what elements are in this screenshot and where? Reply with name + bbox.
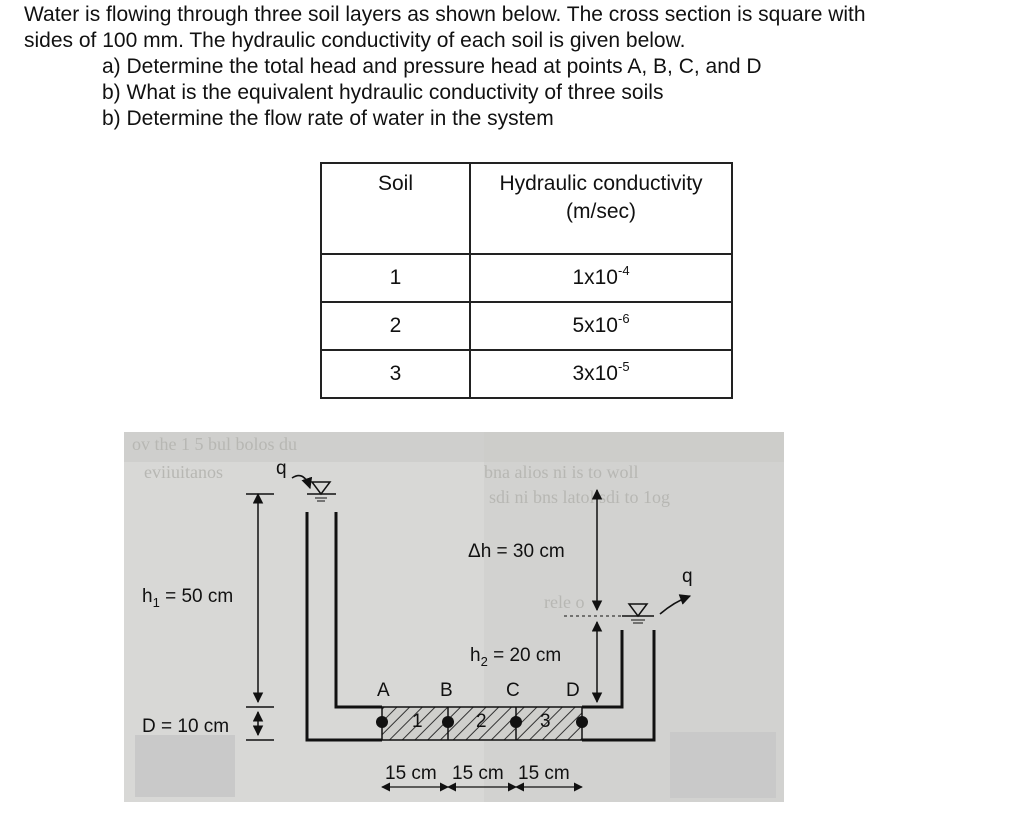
outflow-arrow-icon	[660, 596, 690, 614]
soil-1-label: 1	[412, 711, 423, 732]
delta-h-label: Δh = 30 cm	[468, 541, 565, 562]
point-C-label: C	[506, 680, 520, 701]
point-C-marker	[510, 716, 522, 728]
conductivity-cell	[470, 350, 732, 398]
k-base: 1x10	[572, 266, 618, 289]
k-exponent: -4	[617, 263, 630, 278]
table-row	[321, 254, 732, 302]
intro-line-1: Water is flowing through three soil layers as shown below. The cross section is square with	[24, 3, 866, 26]
table-header-row	[321, 163, 732, 254]
h1-label	[142, 586, 233, 608]
length-2-label: 15 cm	[452, 763, 504, 784]
soil-3-label: 3	[540, 711, 551, 732]
water-level-right-icon	[629, 604, 647, 616]
h2-subscript: 2	[480, 654, 488, 669]
soil-cell: 1	[321, 254, 470, 302]
k-exponent: -5	[617, 359, 630, 374]
point-A-label: A	[377, 680, 390, 701]
problem-statement	[24, 2, 1004, 132]
point-B-marker	[442, 716, 454, 728]
bleed-through-text: sdi ni bns latol sdi to 1og	[489, 487, 671, 507]
k-base: 5x10	[572, 314, 618, 337]
intro-line-2: sides of 100 mm. The hydraulic conductivity of each soil is given below.	[24, 29, 686, 52]
header-conductivity	[470, 163, 732, 254]
k-base: 3x10	[572, 362, 618, 385]
bleed-through-text: eviiuitanos	[144, 462, 223, 482]
bleed-through-text: ov the 1 5 bul bolos du	[132, 434, 297, 454]
h1-subscript: 1	[152, 595, 160, 610]
h1-value: = 50 cm	[159, 586, 234, 607]
question-c: b) Determine the flow rate of water in the system	[102, 107, 554, 130]
point-A-marker	[376, 716, 388, 728]
question-a: a) Determine the total head and pressure head at points A, B, C, and D	[102, 55, 762, 78]
q-right-label: q	[682, 566, 693, 587]
D-label: D = 10 cm	[142, 716, 230, 737]
inflow-arrow-icon	[292, 476, 310, 488]
permeameter-diagram	[124, 432, 784, 802]
header-conductivity-line2: (m/sec)	[566, 200, 636, 223]
right-standpipe-outer-wall	[582, 630, 654, 740]
point-B-label: B	[440, 680, 453, 701]
h1-symbol: h	[142, 586, 153, 607]
point-D-label: D	[566, 680, 580, 701]
soil-2-label: 2	[476, 711, 487, 732]
header-conductivity-line1: Hydraulic conductivity	[499, 172, 703, 195]
conductivity-table	[320, 162, 733, 399]
left-standpipe-inner-wall	[336, 512, 382, 707]
h2-value: = 20 cm	[487, 645, 562, 666]
header-soil: Soil	[321, 163, 470, 254]
table-row	[321, 302, 732, 350]
h2-symbol: h	[470, 645, 481, 666]
bleed-through-text: bna alios ni is to woll	[484, 462, 639, 482]
table-row	[321, 350, 732, 398]
right-standpipe-inner-wall	[582, 630, 622, 707]
conductivity-cell	[470, 254, 732, 302]
length-1-label: 15 cm	[385, 763, 437, 784]
q-left-label: q	[276, 458, 287, 479]
h2-label	[470, 645, 561, 667]
question-b: b) What is the equivalent hydraulic conductivity of three soils	[102, 81, 664, 104]
soil-cell: 2	[321, 302, 470, 350]
bleed-through-text: rele o	[544, 592, 585, 612]
soil-cell: 3	[321, 350, 470, 398]
conductivity-cell	[470, 302, 732, 350]
k-exponent: -6	[617, 311, 630, 326]
length-3-label: 15 cm	[518, 763, 570, 784]
point-D-marker	[576, 716, 588, 728]
water-level-left-icon	[312, 482, 330, 494]
